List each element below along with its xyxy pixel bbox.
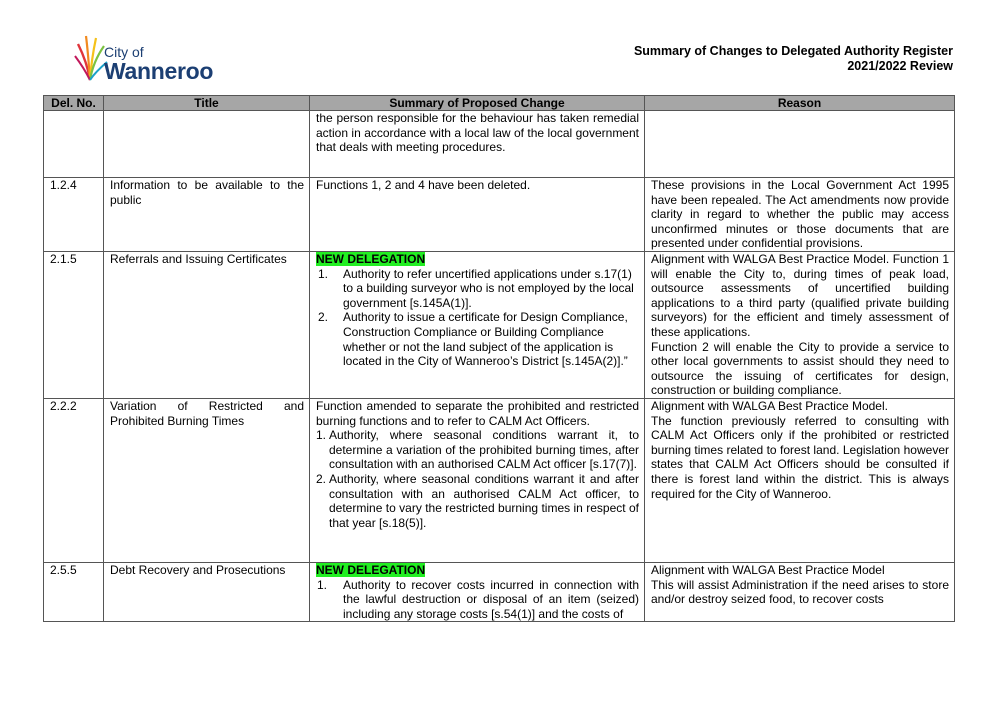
cell-summary: Functions 1, 2 and 4 have been deleted. — [310, 178, 645, 252]
column-header-reason: Reason — [645, 96, 955, 111]
table-row — [44, 111, 955, 178]
cell-summary — [310, 563, 645, 622]
cell-summary — [310, 399, 645, 563]
reason-paragraph: This will assist Administration if the need arises to store and/or destroy seized food, to recover costs — [651, 577, 949, 607]
cell-title: Debt Recovery and Prosecutions — [104, 563, 310, 622]
column-header-del-no: Del. No. — [44, 96, 104, 111]
cell-reason: These provisions in the Local Government Act 1995 have been repealed. The Act amendments now provide clarity in regard to whether the public may access unconfirmed minutes or those documents that are presented under confidential provisions. — [645, 178, 955, 252]
cell-reason — [645, 563, 955, 622]
cell-reason — [645, 399, 955, 563]
new-delegation-badge: NEW DELEGATION — [316, 252, 426, 266]
leaf-emblem-icon — [74, 30, 108, 84]
cell-del-no: 2.5.5 — [44, 563, 104, 622]
column-header-title: Title — [104, 96, 310, 111]
cell-title: Information to be available to the public — [104, 178, 310, 252]
cell-del-no: 2.2.2 — [44, 399, 104, 563]
cell-del-no: 2.1.5 — [44, 252, 104, 399]
reason-paragraph: Alignment with WALGA Best Practice Model. Function 1 will enable the City to, during times of peak load, outsource assessments of uncertified building applications to a third party (qualified private building surveyors) for the efficient and timely assessment of these applications. — [651, 252, 949, 339]
logo-city-of: City of — [104, 44, 144, 60]
reason-paragraph: Function 2 will enable the City to provide a service to other local governments to assist should they need to outsource the issuing of certificates for design, construction or building compliance. — [651, 339, 949, 398]
table-header-row — [44, 96, 955, 111]
list-item: 2. Authority, where seasonal conditions warrant it and after consultation with an authorised CALM Act officer, to determine to vary the restricted burning times in respect of that year [s.18(5)]. — [316, 471, 639, 530]
table-row — [44, 252, 955, 399]
table-row — [44, 563, 955, 622]
new-delegation-badge: NEW DELEGATION — [316, 563, 426, 577]
cell-title: Referrals and Issuing Certificates — [104, 252, 310, 399]
document-title-line2: 2021/2022 Review — [847, 59, 953, 73]
document-title-line1: Summary of Changes to Delegated Authority Register — [633, 44, 953, 58]
column-header-summary: Summary of Proposed Change — [310, 96, 645, 111]
cell-summary: the person responsible for the behaviour has taken remedial action in accordance with a local law of the local government that deals with meeting procedures. — [310, 111, 645, 178]
reason-paragraph: Alignment with WALGA Best Practice Model — [651, 563, 885, 577]
list-item: 1. Authority, where seasonal conditions warrant it, to determine a variation of the prohibited burning times, after consultation with an authorised CALM Act officer [s.17(7)]. — [316, 428, 639, 472]
delegated-authority-table — [43, 95, 955, 622]
cell-title — [104, 111, 310, 178]
function-list — [316, 578, 639, 622]
cell-title: Variation of Restricted and Prohibited Burning Times — [104, 399, 310, 563]
cell-reason — [645, 252, 955, 399]
list-item: 2. Authority to issue a certificate for Design Compliance, Construction Compliance or Building Compliance whether or not the land subject of the application is located in the City of Wanneroo’s District [s.145A(2)].” — [318, 310, 628, 369]
table-row — [44, 178, 955, 252]
cell-summary — [310, 252, 645, 399]
table-row — [44, 399, 955, 563]
reason-paragraph: The function previously referred to consulting with CALM Act Officers only if the prohibited or restricted burning times related to forest land. Legislation however states that CALM Act Officers should be consulted if there is forest land within the district. This is always required for the City of Wanneroo. — [651, 413, 949, 501]
document-title — [634, 44, 953, 74]
cell-del-no: 1.2.4 — [44, 178, 104, 252]
reason-paragraph: Alignment with WALGA Best Practice Model. — [651, 399, 888, 413]
list-item: 1. Authority to refer uncertified applications under s.17(1) to a building surveyor who is not employed by the local government [s.145A(1)]. — [318, 266, 634, 310]
cell-reason — [645, 111, 955, 178]
logo-wanneroo: Wanneroo — [104, 58, 214, 84]
function-list — [316, 267, 639, 369]
cell-del-no — [44, 111, 104, 178]
function-list — [316, 428, 639, 530]
city-of-wanneroo-logo — [74, 30, 224, 84]
summary-intro: Function amended to separate the prohibited and restricted burning functions and to refer to CALM Act Officers. — [316, 399, 639, 428]
list-item: 1. Authority to recover costs incurred in connection with the lawful destruction or disposal of an item (seized) including any storage costs [s.54(1)] and the costs of — [317, 577, 639, 621]
